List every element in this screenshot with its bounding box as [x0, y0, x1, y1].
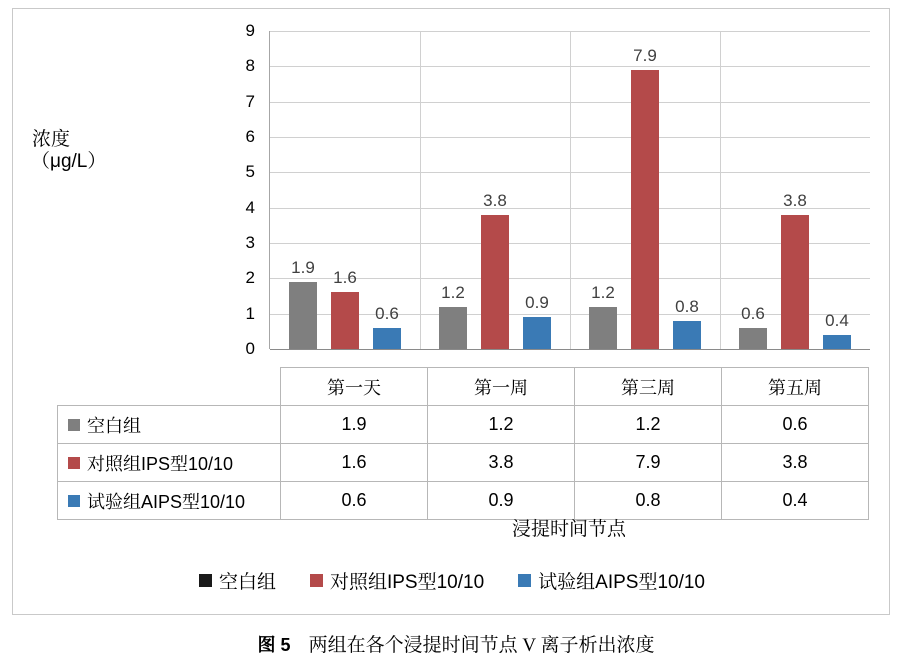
- table-series-label: 对照组IPS型10/10: [58, 444, 281, 482]
- y-axis-title-text: 浓度（μg/L）: [31, 129, 107, 172]
- plot-area: [13, 9, 891, 367]
- bar: [481, 215, 509, 349]
- bar: [589, 307, 617, 349]
- bars-layer: [270, 31, 870, 349]
- caption-text: 两组在各个浸提时间节点 V 离子析出浓度: [308, 635, 655, 656]
- legend-item: [518, 567, 705, 594]
- series-color-swatch: [68, 419, 80, 431]
- bar-value-label: 0.4: [825, 310, 849, 330]
- legend-color-swatch: [310, 574, 323, 587]
- table-cell: 1.6: [281, 444, 428, 482]
- bar: [673, 321, 701, 349]
- table-cell: 7.9: [575, 444, 722, 482]
- y-tick-label: 1: [245, 303, 255, 323]
- bar-value-label: 0.6: [741, 303, 765, 323]
- bar-value-label: 0.9: [525, 293, 549, 313]
- bar: [523, 317, 551, 349]
- table-row: [58, 444, 869, 482]
- table-cell: 1.2: [428, 406, 575, 444]
- table-cell: 1.9: [281, 406, 428, 444]
- table-series-label: 试验组AIPS型10/10: [58, 482, 281, 520]
- figure-frame: [12, 8, 890, 615]
- bar-value-label: 1.9: [291, 257, 315, 277]
- table-row: [58, 406, 869, 444]
- bar: [289, 282, 317, 349]
- bar-value-label: 1.6: [333, 268, 357, 288]
- bar-value-label: 0.6: [375, 303, 399, 323]
- y-tick-label: 6: [245, 127, 255, 146]
- y-tick-label: 4: [245, 197, 255, 217]
- y-tick-label: 0: [245, 339, 255, 358]
- bar: [439, 307, 467, 349]
- table-corner-cell: [58, 368, 281, 406]
- bar: [373, 328, 401, 349]
- table-column-header: 第一周: [428, 368, 575, 406]
- caption-number: 图 5: [257, 635, 291, 655]
- y-axis-ticks: [225, 21, 255, 358]
- bar: [739, 328, 767, 349]
- plot-grid: [269, 31, 870, 349]
- table-cell: 0.6: [722, 406, 869, 444]
- bar: [823, 335, 851, 349]
- legend-item: [310, 567, 484, 594]
- table-column-header: 第三周: [575, 368, 722, 406]
- bar: [631, 70, 659, 349]
- bar-value-label: 1.2: [441, 282, 465, 302]
- table-column-header: 第五周: [722, 368, 869, 406]
- x-axis-title: 浸提时间节点: [511, 519, 626, 540]
- table-cell: 0.4: [722, 482, 869, 520]
- figure-caption: [0, 630, 912, 657]
- table-cell: 3.8: [428, 444, 575, 482]
- bar-value-label: 0.8: [675, 296, 699, 316]
- bar: [331, 292, 359, 349]
- y-axis-title: [31, 129, 107, 173]
- table-cell: 0.8: [575, 482, 722, 520]
- bar-value-label: 7.9: [633, 45, 657, 65]
- series-color-swatch: [68, 495, 80, 507]
- legend-label: 试验组AIPS型10/10: [538, 572, 706, 593]
- series-color-swatch: [68, 457, 80, 469]
- legend-color-swatch: [199, 574, 212, 587]
- bar: [781, 215, 809, 349]
- y-tick-label: 8: [245, 56, 255, 76]
- table-cell: 3.8: [722, 444, 869, 482]
- y-tick-label: 7: [245, 91, 255, 111]
- table-column-header: 第一天: [281, 368, 428, 406]
- legend-label: 对照组IPS型10/10: [329, 572, 485, 593]
- bar-value-label: 3.8: [483, 190, 507, 210]
- y-tick-label: 9: [245, 21, 255, 40]
- table-cell: 0.9: [428, 482, 575, 520]
- data-table: [57, 367, 869, 520]
- gridline: [270, 349, 870, 350]
- bar-value-label: 1.2: [591, 282, 615, 302]
- legend-color-swatch: [518, 574, 531, 587]
- y-tick-label: 3: [245, 233, 255, 252]
- legend-label: 空白组: [218, 572, 276, 593]
- y-tick-label: 5: [245, 162, 255, 182]
- legend-item: [199, 567, 276, 594]
- chart-legend: [13, 567, 891, 594]
- bar-value-label: 3.8: [783, 190, 807, 210]
- y-tick-label: 2: [245, 268, 255, 288]
- table-series-label: 空白组: [58, 406, 281, 444]
- table-cell: 0.6: [281, 482, 428, 520]
- table-row: [58, 368, 869, 406]
- table-cell: 1.2: [575, 406, 722, 444]
